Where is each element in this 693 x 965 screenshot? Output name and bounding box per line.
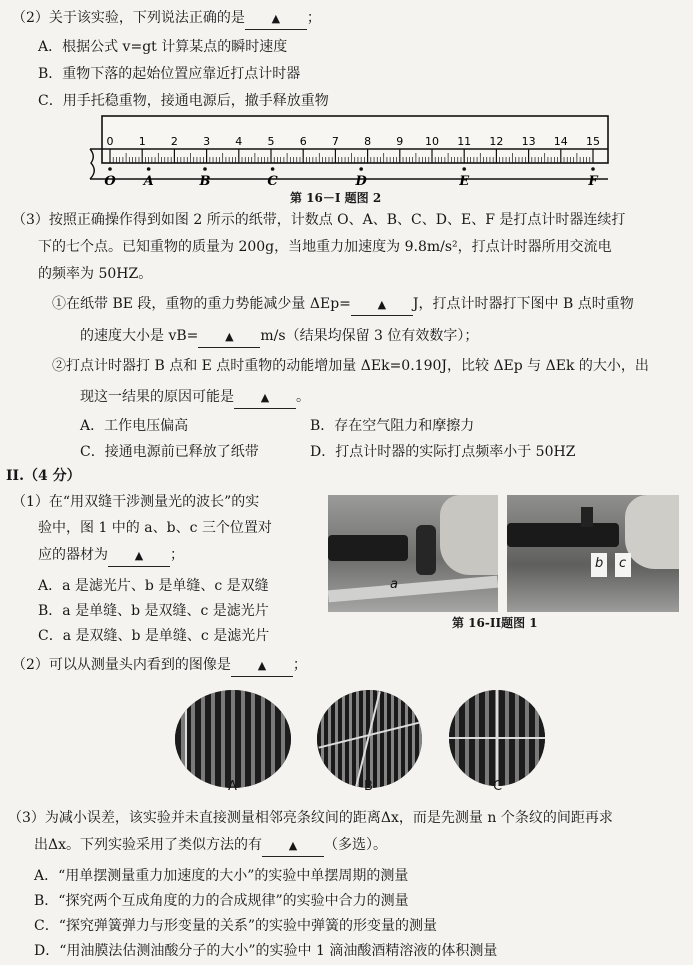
photo-label-a: a [390,577,398,592]
ruler-tick-label: 6 [299,135,307,148]
tape-point-label: O [104,174,116,189]
crosshair-horizontal [449,737,545,739]
ruler-tick-label: 4 [235,135,243,148]
answer-blank-vb[interactable]: ▲ [198,326,260,348]
ruler-tick-label: 9 [396,135,404,148]
option-b: B．重物下落的起始位置应靠近打点计时器 [38,66,301,82]
method-option-a: A．“用单摆测量重力加速度的大小”的实验中单摆周期的测量 [34,868,409,884]
tape-dot-C [271,167,275,171]
answer-blank[interactable]: ▲ [245,8,307,30]
fringe-pattern [317,690,422,788]
tape-dot-E [462,167,466,171]
circle-label-a: A [228,779,237,794]
apparatus-photo-left [328,495,498,612]
ruler-tick-label: 13 [521,135,536,148]
tape-point-label: B [199,174,211,189]
tube-shape [328,535,408,561]
hand-shape [440,495,498,575]
tape-point-label: F [588,174,598,189]
crosshair-vertical [185,704,187,774]
part-ii-q2: （2）可以从测量头内看到的图像是 ▲ ； [12,655,307,677]
device-option-b: B．a 是单缝、b 是双缝、c 是滤光片 [38,603,269,619]
tape-point-label: C [267,174,278,189]
rail-shape [328,576,498,603]
fringe-pattern [175,690,291,788]
part-ii-q1-line-2: 验中，图 1 中的 a、b、c 三个位置对 [38,520,272,536]
figure-1-caption: 第 16-II题图 1 [452,616,538,630]
question-2-stem: （2）关于该实验，下列说法正确的是 ▲ ； [12,8,321,30]
question-3-line-1: （3）按照正确操作得到如图 2 所示的纸带，计数点 O、A、B、C、D、E、F 是打点计时器连续打 [12,212,626,228]
tape-point-label: E [459,174,470,189]
ruler-tick-label: 11 [457,135,472,148]
answer-blank-methods[interactable]: ▲ [262,835,324,857]
tape-point-label: A [143,174,154,189]
answer-blank-image[interactable]: ▲ [231,655,293,677]
question-3-line-3: 的频率为 50HZ。 [38,266,153,282]
answer-blank-reason[interactable]: ▲ [234,387,296,409]
part-ii-q1-line-3: 应的器材为 ▲ ； [38,545,184,567]
method-option-d: D．“用油膜法估测油酸分子的大小”的实验中 1 滴油酸酒精溶液的体积测量 [34,943,498,959]
tape-torn-left [90,149,94,179]
tape-points [104,167,598,189]
option-c: C．用手托稳重物，接通电源后，撤手释放重物 [38,93,329,109]
ruler-tick-label: 1 [138,135,146,148]
ruler-tape-figure [88,113,618,189]
ruler-tick-label: 8 [364,135,372,148]
ruler-tick-label: 2 [170,135,178,148]
option-a: A．根据公式 v=gt 计算某点的瞬时速度 [38,39,288,55]
hand-shape [625,495,679,569]
subquestion-2-line-1: ②打点计时器打 B 点和 E 点时重物的动能增加量 ΔEk=0.190J，比较 ΔEp 与 ΔEk 的大小，出 [52,358,649,374]
lens-holder-shape [416,525,436,575]
tube-shape [507,523,619,547]
tape-point-label: D [355,174,367,189]
eyepiece-view-b[interactable] [317,690,422,788]
reason-option-c: C．接通电源前已释放了纸带 [80,444,259,460]
apparatus-photo-right [507,495,679,612]
reason-option-b: B．存在空气阻力和摩擦力 [310,418,475,434]
figure-2-caption: 第 16－I 题图 2 [290,191,382,205]
device-option-c: C．a 是双缝、b 是单缝、c 是滤光片 [38,628,270,644]
ruler-tick-label: 5 [267,135,275,148]
ruler-tick-label: 14 [553,135,568,148]
method-option-b: B．“探究两个互成角度的力的合成规律”的实验中合力的测量 [34,893,409,909]
photo-label-c: c [619,556,627,571]
part-ii-q3-line-2: 出Δx。下列实验采用了类似方法的有 ▲ （多选）。 [34,835,387,857]
subquestion-1-line-2: 的速度大小是 vB= ▲ m/s（结果均保留 3 位有效数字）； [80,326,478,348]
circle-label-b: B [364,779,373,794]
ruler-tick-label: 3 [203,135,211,148]
question-3-line-2: 下的七个点。已知重物的质量为 200g，当地重力加速度为 9.8m/s²，打点计时器所用交流电 [38,239,612,255]
tape-dot-B [203,167,207,171]
eyepiece-view-a[interactable] [175,690,291,788]
eyepiece-view-c[interactable] [449,690,545,786]
ruler-tick-label: 7 [331,135,339,148]
reason-option-d: D．打点计时器的实际打点频率小于 50HZ [310,444,576,460]
circle-label-c: C [493,779,503,794]
ruler-tick-label: 10 [425,135,439,148]
tape-dot-D [359,167,363,171]
knob-shape [581,507,593,527]
ruler-tick-label: 12 [489,135,504,148]
subquestion-1-line-1: ①在纸带 BE 段，重物的重力势能减少量 ΔEp= ▲ J，打点计时器打下图中 B 点时重物 [52,294,634,316]
ruler-tick-label: 0 [106,135,114,148]
reason-option-a: A．工作电压偏高 [80,418,189,434]
method-option-c: C．“探究弹簧弹力与形变量的关系”的实验中弹簧的形变量的测量 [34,918,438,934]
answer-blank-delta-ep[interactable]: ▲ [351,294,413,316]
ruler-tick-label: 15 [586,135,600,148]
tape-dot-O [108,167,112,171]
photo-label-b: b [595,556,604,571]
tape-dot-A [147,167,151,171]
tape-dot-F [591,167,595,171]
part-ii-q3-line-1: （3）为减小误差，该实验并未直接测量相邻亮条纹间的距离Δx，而是先测量 n 个条纹的间距再求 [8,810,613,826]
answer-blank-devices[interactable]: ▲ [108,545,170,567]
device-option-a: A．a 是滤光片、b 是单缝、c 是双缝 [38,578,269,594]
part-ii-header: II.（4 分） [6,468,81,484]
subquestion-2-line-2: 现这一结果的原因可能是 ▲ 。 [80,387,310,409]
part-ii-q1-line-1: （1）在“用双缝干涉测量光的波长”的实 [12,494,260,510]
